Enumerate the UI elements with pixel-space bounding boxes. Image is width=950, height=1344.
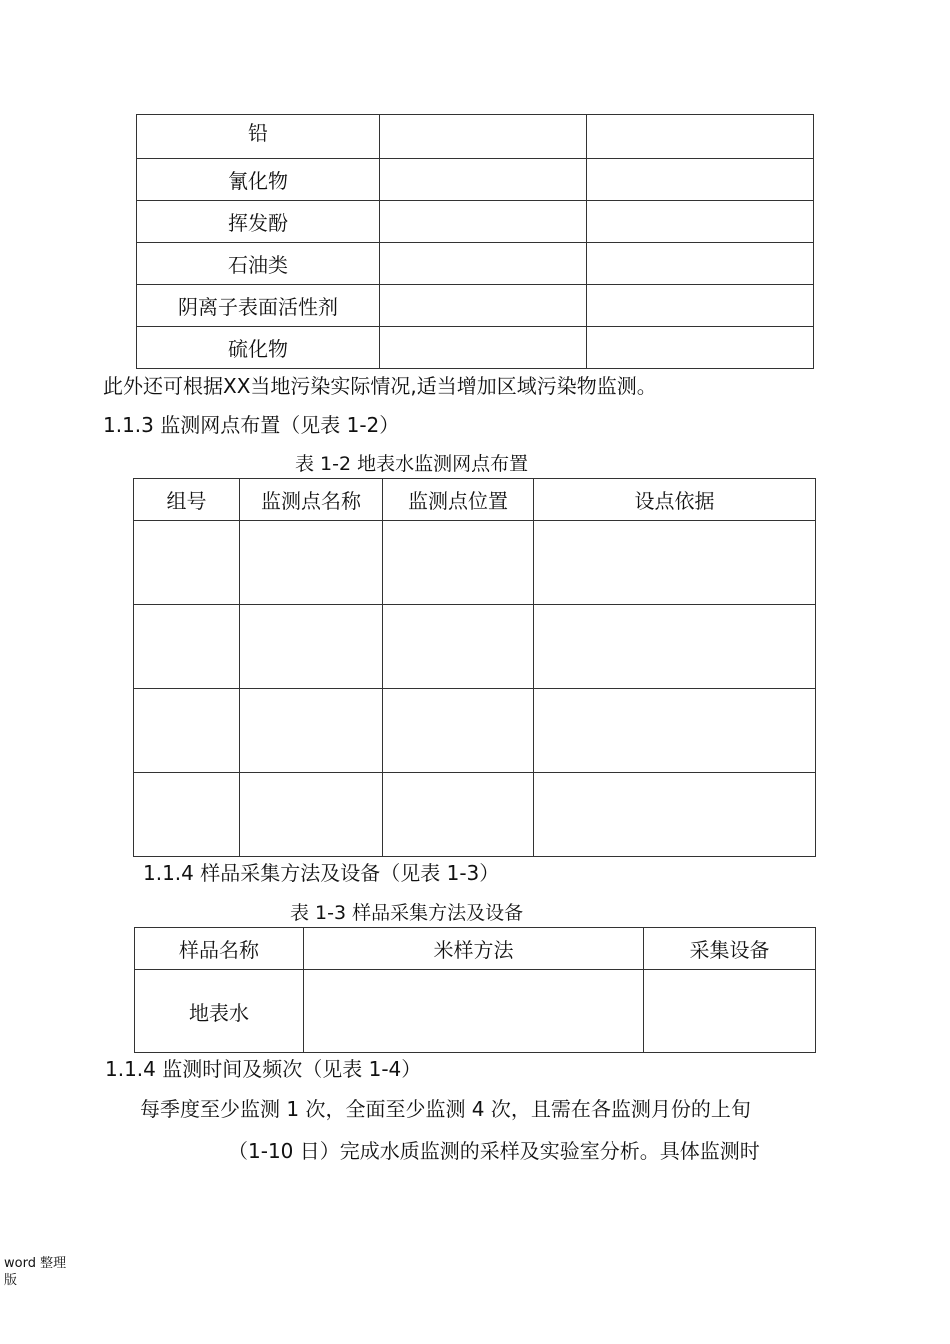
paragraph-line: 每季度至少监测 1 次，全面至少监测 4 次，且需在各监测月份的上旬 <box>140 1097 751 1121</box>
table-row <box>134 521 816 605</box>
table-cell <box>534 773 816 857</box>
table-row <box>137 327 814 369</box>
table-cell <box>240 521 383 605</box>
table-cell <box>380 115 587 159</box>
table-caption-1-3: 表 1-3 样品采集方法及设备 <box>290 902 524 924</box>
column-header: 组号 <box>134 479 240 521</box>
table-row <box>137 115 814 159</box>
table-cell <box>587 243 814 285</box>
table-cell: 硫化物 <box>137 327 380 369</box>
table-cell <box>534 605 816 689</box>
table-cell: 地表水 <box>135 970 304 1053</box>
table-cell: 氰化物 <box>137 159 380 201</box>
table-row <box>134 605 816 689</box>
table-cell <box>304 970 644 1053</box>
table-cell <box>587 159 814 201</box>
table-cell <box>383 773 534 857</box>
sampling-method-table <box>134 927 816 1053</box>
table-cell <box>380 159 587 201</box>
paragraph-line: （1-10 日）完成水质监测的采样及实验室分析。具体监测时 <box>228 1139 760 1163</box>
table-cell <box>587 285 814 327</box>
table-cell <box>134 521 240 605</box>
table-header-row <box>135 928 816 970</box>
table-row <box>137 159 814 201</box>
table-row <box>137 243 814 285</box>
table-cell <box>383 605 534 689</box>
column-header: 采集设备 <box>644 928 816 970</box>
table-cell <box>134 689 240 773</box>
column-header: 米样方法 <box>304 928 644 970</box>
table-row <box>135 970 816 1053</box>
section-heading-1-1-4-frequency: 1.1.4 监测时间及频次（见表 1-4） <box>105 1057 422 1081</box>
monitoring-network-table <box>133 478 816 857</box>
table-cell: 挥发酚 <box>137 201 380 243</box>
column-header: 样品名称 <box>135 928 304 970</box>
column-header: 设点依据 <box>534 479 816 521</box>
paragraph-extra-monitoring: 此外还可根据XX当地污染实际情况,适当增加区域污染物监测。 <box>103 374 657 398</box>
table-row <box>137 285 814 327</box>
table-cell <box>644 970 816 1053</box>
section-heading-1-1-4-sampling: 1.1.4 样品采集方法及设备（见表 1-3） <box>143 861 500 885</box>
footer-watermark: word 整理版 <box>4 1256 67 1288</box>
table-cell: 石油类 <box>137 243 380 285</box>
table-cell <box>380 285 587 327</box>
table-cell <box>383 689 534 773</box>
table-cell <box>534 689 816 773</box>
pollutant-table <box>136 114 814 369</box>
table-cell <box>134 773 240 857</box>
table-cell <box>380 327 587 369</box>
table-cell <box>380 201 587 243</box>
table-row <box>137 201 814 243</box>
table-cell <box>240 689 383 773</box>
table-caption-1-2: 表 1-2 地表水监测网点布置 <box>295 453 529 475</box>
table-cell: 阴离子表面活性剂 <box>137 285 380 327</box>
column-header: 监测点名称 <box>240 479 383 521</box>
table-cell <box>380 243 587 285</box>
table-cell <box>240 605 383 689</box>
table-header-row <box>134 479 816 521</box>
table-cell <box>587 115 814 159</box>
table-cell <box>587 327 814 369</box>
table-cell: 铅 <box>137 115 380 159</box>
table-cell <box>383 521 534 605</box>
table-cell <box>240 773 383 857</box>
table-cell <box>134 605 240 689</box>
column-header: 监测点位置 <box>383 479 534 521</box>
table-cell <box>587 201 814 243</box>
table-row <box>134 689 816 773</box>
table-cell <box>534 521 816 605</box>
table-row <box>134 773 816 857</box>
section-heading-1-1-3: 1.1.3 监测网点布置（见表 1-2） <box>103 413 400 437</box>
